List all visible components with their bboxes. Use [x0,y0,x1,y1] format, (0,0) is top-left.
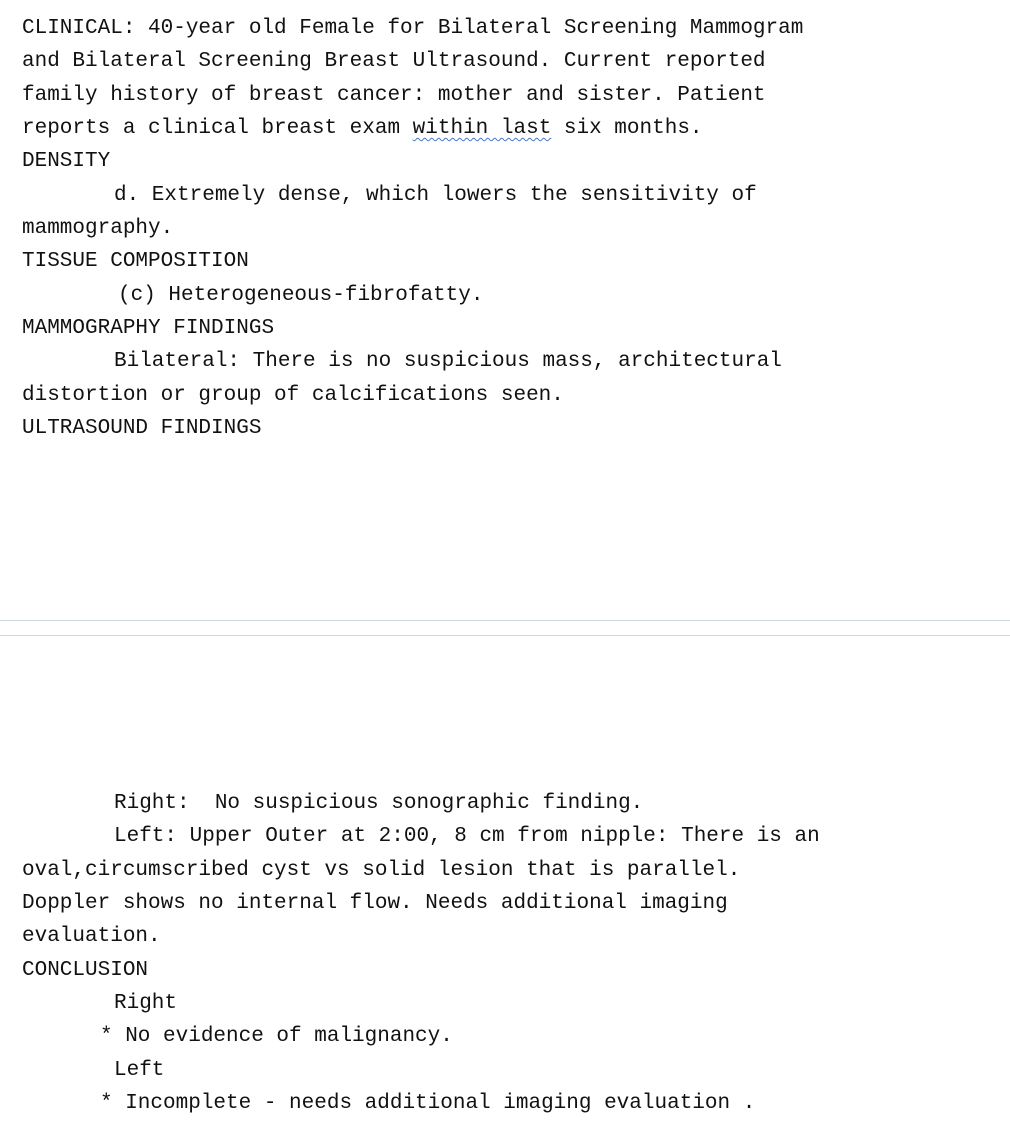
ultrasound-left-finding-line-3[interactable]: Doppler shows no internal flow. Needs additional imaging [22,892,728,915]
mammography-findings-line-2[interactable]: distortion or group of calcifications seen. [22,384,564,407]
tissue-composition-heading[interactable]: TISSUE COMPOSITION [22,250,249,273]
mammography-findings-heading[interactable]: MAMMOGRAPHY FINDINGS [22,317,275,340]
spellcheck-flagged-phrase[interactable]: within last [412,117,552,140]
conclusion-right-label[interactable]: Right [114,992,178,1015]
mammography-findings-line-1[interactable]: Bilateral: There is no suspicious mass, architectural [114,350,782,373]
ultrasound-findings-heading[interactable]: ULTRASOUND FINDINGS [22,417,262,440]
ultrasound-left-finding-line-2[interactable]: oval,circumscribed cyst vs solid lesion that is parallel. [22,859,741,882]
document-page-2[interactable] [0,636,1010,1148]
density-value-line-1[interactable]: d. Extremely dense, which lowers the sensitivity of [114,184,757,207]
tissue-composition-value[interactable]: (c) Heterogeneous-fibrofatty. [118,284,484,307]
ultrasound-left-finding-line-1[interactable]: Left: Upper Outer at 2:00, 8 cm from nipple: There is an [114,825,820,848]
clinical-history-line-2[interactable]: and Bilateral Screening Breast Ultrasound. Current reported [22,50,766,73]
density-heading[interactable]: DENSITY [22,150,111,173]
clinical-history-text-end: six months. [551,117,703,140]
clinical-history-line-4[interactable] [22,117,703,141]
page-break [0,620,1010,636]
ultrasound-left-finding-line-4[interactable]: evaluation. [22,925,161,948]
clinical-history-text: reports a clinical breast exam [22,117,413,140]
clinical-history-line-1[interactable]: CLINICAL: 40-year old Female for Bilateral Screening Mammogram [22,17,804,40]
density-value-line-2[interactable]: mammography. [22,217,174,240]
conclusion-right-item[interactable]: * No evidence of malignancy. [100,1025,453,1048]
clinical-history-line-3[interactable]: family history of breast cancer: mother and sister. Patient [22,84,766,107]
conclusion-heading[interactable]: CONCLUSION [22,959,149,982]
ultrasound-right-finding[interactable]: Right: No suspicious sonographic finding. [114,792,644,815]
conclusion-left-label[interactable]: Left [114,1059,165,1082]
conclusion-left-item[interactable]: * Incomplete - needs additional imaging evaluation . [100,1092,756,1115]
